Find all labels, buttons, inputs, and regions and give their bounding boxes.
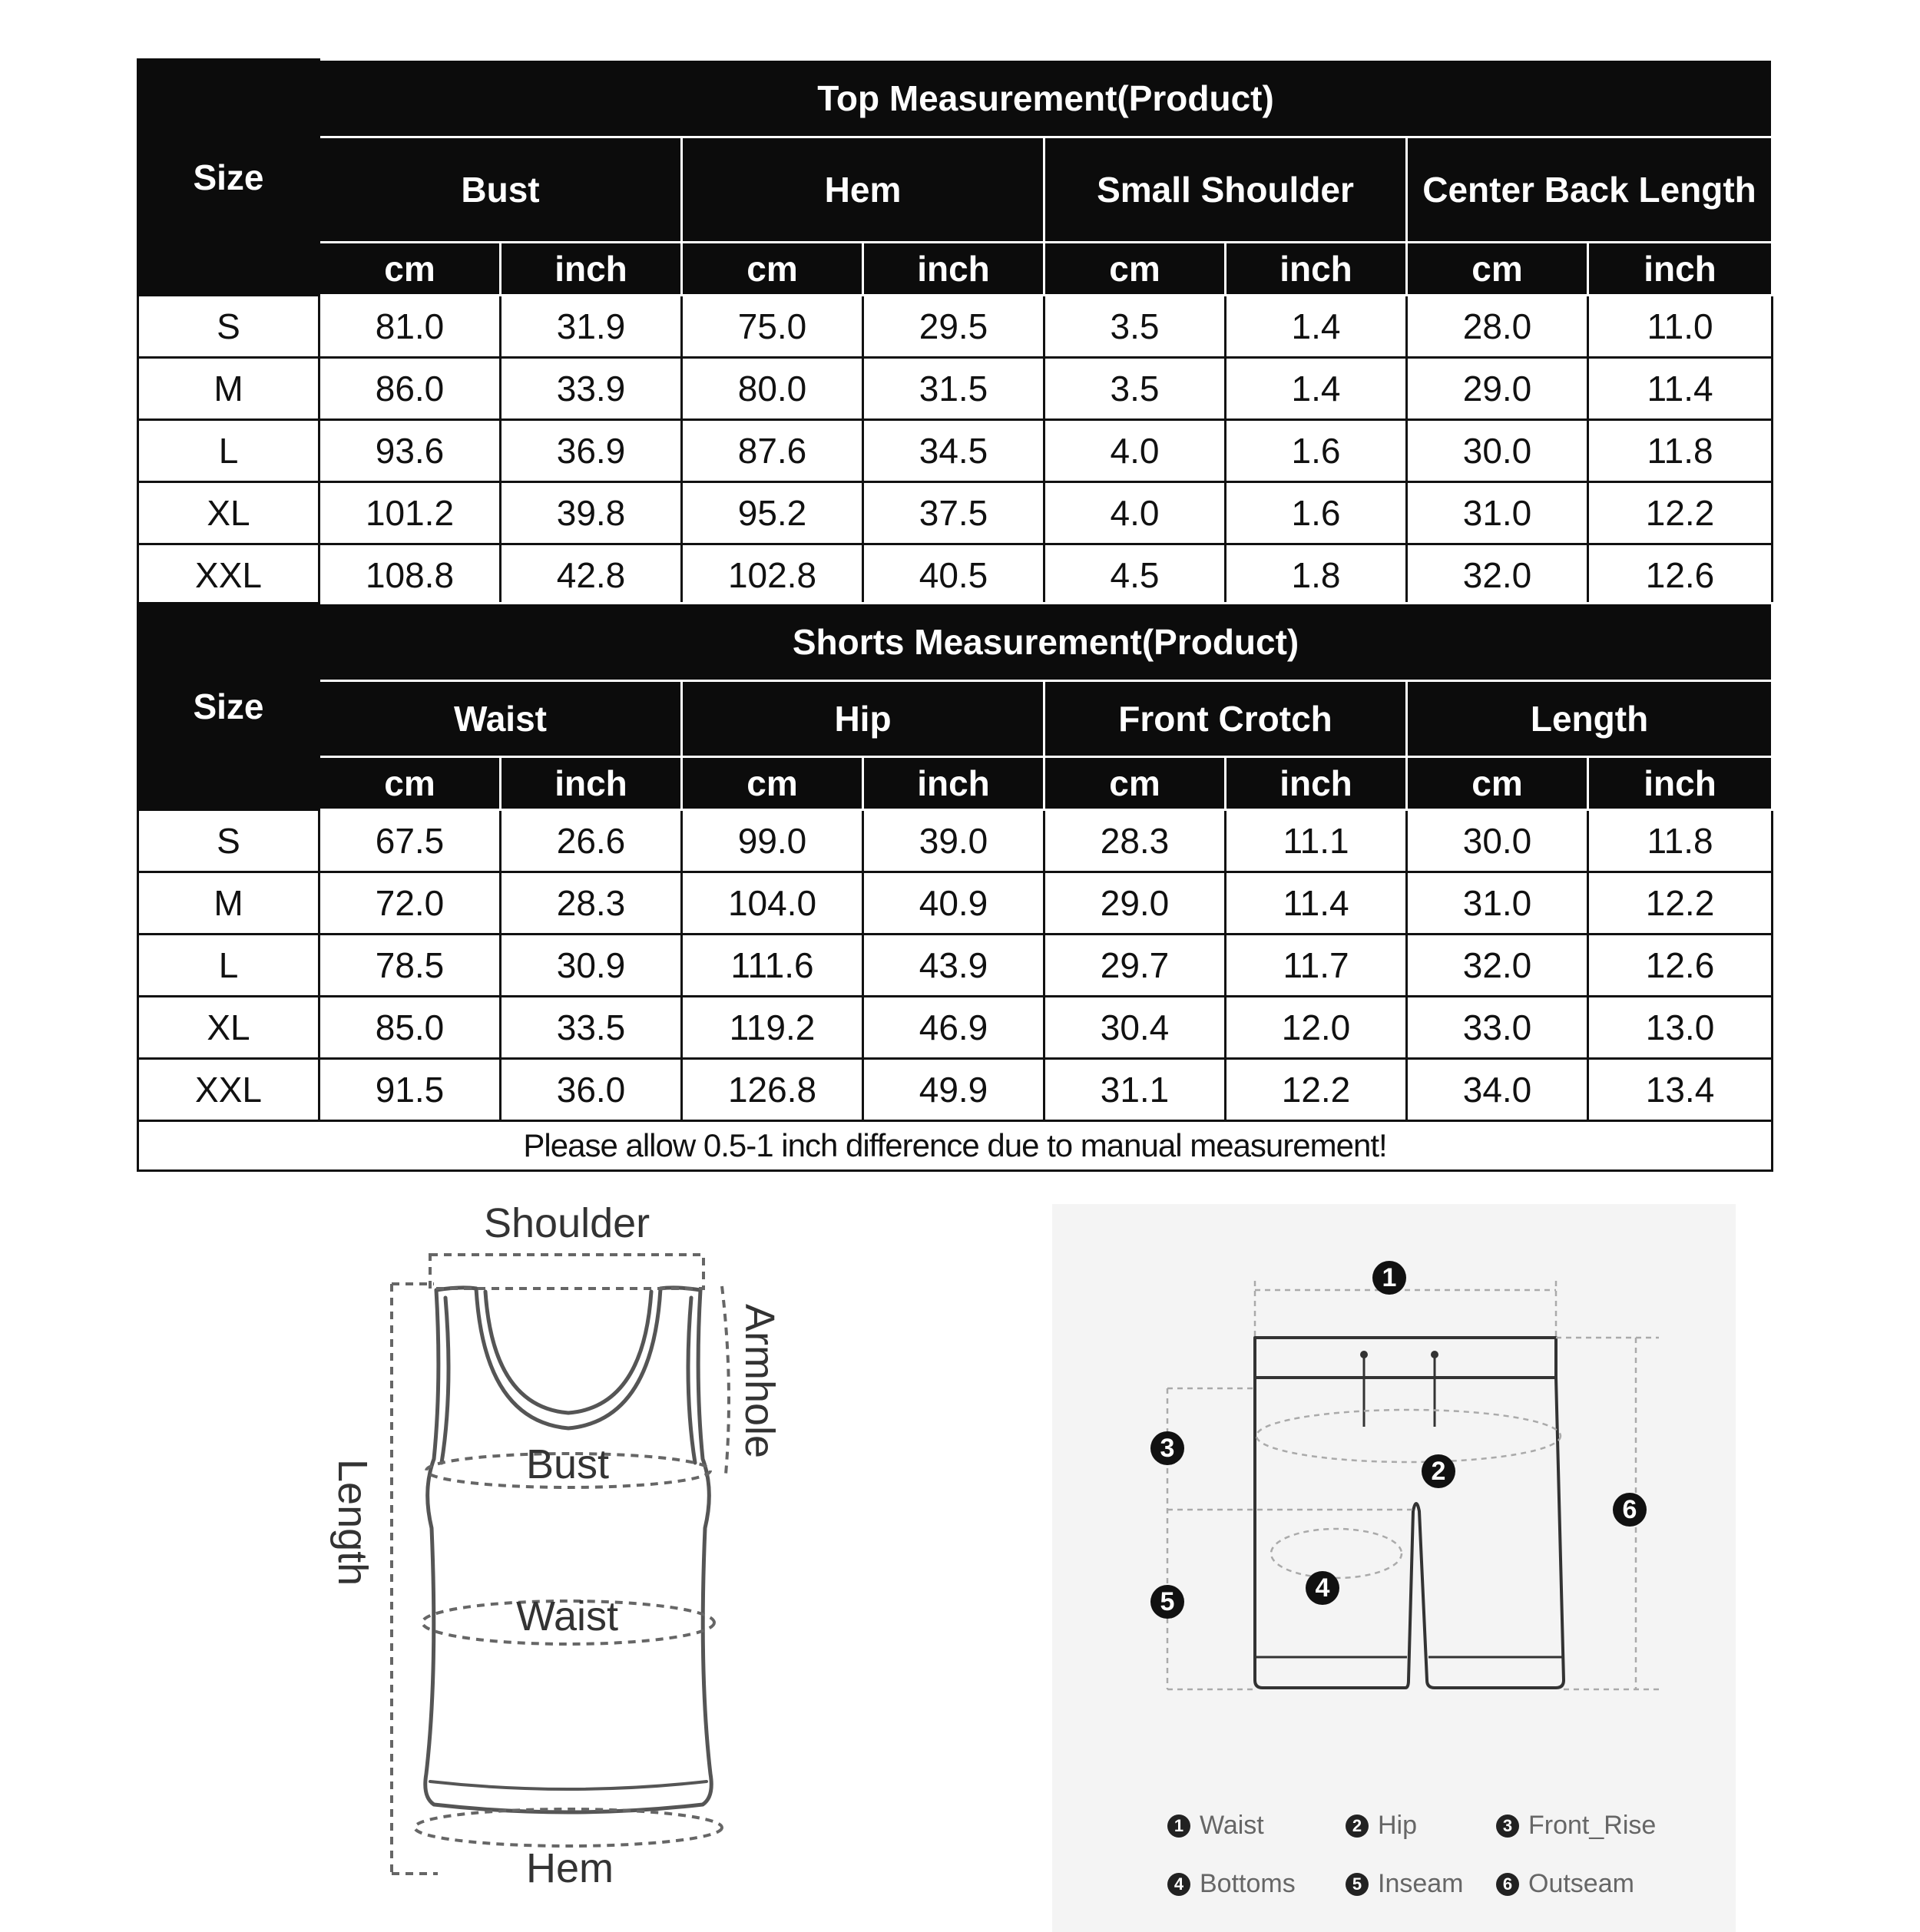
hip-badge: 2 — [1422, 1454, 1455, 1488]
value-cell: 99.0 — [682, 810, 863, 872]
value-cell: 1.4 — [1226, 296, 1407, 358]
legend-label: Outseam — [1528, 1869, 1634, 1898]
legend-item — [1167, 1811, 1264, 1841]
value-cell: 33.9 — [501, 358, 682, 420]
value-cell: 4.0 — [1044, 482, 1226, 544]
armhole-label: Armhole — [737, 1304, 783, 1459]
table-title: Shorts Measurement(Product) — [319, 604, 1773, 681]
value-cell: 32.0 — [1407, 935, 1588, 997]
legend-label: Bottoms — [1200, 1869, 1296, 1898]
value-cell: 108.8 — [319, 544, 501, 607]
unit-header: cm — [319, 757, 501, 810]
unit-header-row — [138, 243, 1773, 296]
unit-header: inch — [501, 757, 682, 810]
value-cell: 85.0 — [319, 997, 501, 1059]
shoulder-label: Shoulder — [484, 1200, 650, 1246]
unit-header: inch — [863, 243, 1044, 296]
value-cell: 13.4 — [1588, 1059, 1773, 1121]
value-cell: 29.0 — [1407, 358, 1588, 420]
unit-header: inch — [1588, 243, 1773, 296]
value-cell: 3.5 — [1044, 296, 1226, 358]
value-cell: 28.3 — [1044, 810, 1226, 872]
value-cell: 40.5 — [863, 544, 1044, 607]
value-cell: 29.7 — [1044, 935, 1226, 997]
value-cell: 49.9 — [863, 1059, 1044, 1121]
tank-top-measurement-diagram — [307, 1198, 814, 1889]
value-cell: 80.0 — [682, 358, 863, 420]
waist-label: Waist — [516, 1593, 618, 1639]
group-header: Waist — [319, 681, 682, 757]
legend-number: 5 — [1346, 1873, 1369, 1896]
value-cell: 26.6 — [501, 810, 682, 872]
value-cell: 12.2 — [1588, 872, 1773, 935]
size-cell: M — [138, 358, 319, 420]
legend-item — [1167, 1869, 1296, 1899]
value-cell: 12.2 — [1588, 482, 1773, 544]
tank-top-outline — [307, 1198, 814, 1889]
value-cell: 87.6 — [682, 420, 863, 482]
value-cell: 1.6 — [1226, 420, 1407, 482]
unit-header-row — [138, 757, 1773, 810]
group-header: Small Shoulder — [1044, 137, 1407, 243]
table-row — [138, 482, 1773, 544]
value-cell: 36.9 — [501, 420, 682, 482]
bottoms-badge: 4 — [1306, 1571, 1339, 1605]
value-cell: 11.4 — [1226, 872, 1407, 935]
size-cell: XXL — [138, 1059, 319, 1121]
value-cell: 30.0 — [1407, 420, 1588, 482]
value-cell: 11.8 — [1588, 420, 1773, 482]
value-cell: 39.0 — [863, 810, 1044, 872]
value-cell: 12.6 — [1588, 935, 1773, 997]
shorts-measurement-table — [137, 602, 1773, 1172]
value-cell: 11.8 — [1588, 810, 1773, 872]
inseam-badge: 5 — [1150, 1585, 1184, 1619]
legend-item — [1496, 1869, 1634, 1899]
value-cell: 12.0 — [1226, 997, 1407, 1059]
table-row — [138, 997, 1773, 1059]
value-cell: 31.5 — [863, 358, 1044, 420]
top-measurement-table — [137, 58, 1773, 607]
table-row — [138, 872, 1773, 935]
bust-label: Bust — [526, 1441, 610, 1487]
size-cell: L — [138, 935, 319, 997]
table-title: Top Measurement(Product) — [319, 60, 1773, 137]
table-row — [138, 1059, 1773, 1121]
outseam-badge: 6 — [1613, 1493, 1647, 1527]
size-cell: L — [138, 420, 319, 482]
unit-header: cm — [1044, 757, 1226, 810]
value-cell: 4.5 — [1044, 544, 1226, 607]
legend-label: Inseam — [1378, 1869, 1464, 1898]
value-cell: 30.9 — [501, 935, 682, 997]
size-cell: M — [138, 872, 319, 935]
unit-header: cm — [1407, 757, 1588, 810]
value-cell: 31.1 — [1044, 1059, 1226, 1121]
unit-header: cm — [682, 757, 863, 810]
value-cell: 12.6 — [1588, 544, 1773, 607]
value-cell: 29.5 — [863, 296, 1044, 358]
value-cell: 30.4 — [1044, 997, 1226, 1059]
table-row — [138, 358, 1773, 420]
value-cell: 86.0 — [319, 358, 501, 420]
shorts-measurement-diagram — [1052, 1204, 1736, 1932]
value-cell: 46.9 — [863, 997, 1044, 1059]
value-cell: 93.6 — [319, 420, 501, 482]
measurement-note: Please allow 0.5-1 inch difference due to manual measurement! — [138, 1121, 1773, 1171]
group-header: Front Crotch — [1044, 681, 1407, 757]
value-cell: 11.0 — [1588, 296, 1773, 358]
value-cell: 34.5 — [863, 420, 1044, 482]
size-cell: XL — [138, 482, 319, 544]
value-cell: 36.0 — [501, 1059, 682, 1121]
value-cell: 31.0 — [1407, 482, 1588, 544]
legend-item — [1496, 1811, 1656, 1841]
value-cell: 81.0 — [319, 296, 501, 358]
size-header: Size — [138, 60, 319, 296]
value-cell: 11.4 — [1588, 358, 1773, 420]
legend-item — [1346, 1811, 1417, 1841]
value-cell: 3.5 — [1044, 358, 1226, 420]
value-cell: 33.0 — [1407, 997, 1588, 1059]
legend-number: 2 — [1346, 1815, 1369, 1838]
value-cell: 34.0 — [1407, 1059, 1588, 1121]
unit-header: cm — [1044, 243, 1226, 296]
group-header-row — [138, 681, 1773, 757]
value-cell: 111.6 — [682, 935, 863, 997]
value-cell: 126.8 — [682, 1059, 863, 1121]
size-cell: S — [138, 296, 319, 358]
unit-header: inch — [1226, 757, 1407, 810]
value-cell: 75.0 — [682, 296, 863, 358]
unit-header: inch — [1588, 757, 1773, 810]
table-row — [138, 935, 1773, 997]
size-cell: XXL — [138, 544, 319, 607]
hem-label: Hem — [526, 1845, 614, 1891]
group-header-row — [138, 137, 1773, 243]
value-cell: 13.0 — [1588, 997, 1773, 1059]
value-cell: 32.0 — [1407, 544, 1588, 607]
value-cell: 12.2 — [1226, 1059, 1407, 1121]
legend-number: 6 — [1496, 1873, 1519, 1896]
value-cell: 37.5 — [863, 482, 1044, 544]
value-cell: 11.1 — [1226, 810, 1407, 872]
value-cell: 40.9 — [863, 872, 1044, 935]
size-cell: S — [138, 810, 319, 872]
unit-header: cm — [1407, 243, 1588, 296]
table-row — [138, 810, 1773, 872]
value-cell: 72.0 — [319, 872, 501, 935]
group-header: Center Back Length — [1407, 137, 1773, 243]
legend-number: 4 — [1167, 1873, 1190, 1896]
value-cell: 4.0 — [1044, 420, 1226, 482]
legend-label: Front_Rise — [1528, 1811, 1657, 1840]
value-cell: 1.6 — [1226, 482, 1407, 544]
value-cell: 31.9 — [501, 296, 682, 358]
value-cell: 102.8 — [682, 544, 863, 607]
legend-label: Hip — [1378, 1811, 1418, 1840]
legend-label: Waist — [1200, 1811, 1264, 1840]
value-cell: 91.5 — [319, 1059, 501, 1121]
unit-header: cm — [682, 243, 863, 296]
value-cell: 33.5 — [501, 997, 682, 1059]
group-header: Hip — [682, 681, 1044, 757]
legend-item — [1346, 1869, 1464, 1899]
unit-header: cm — [319, 243, 501, 296]
value-cell: 28.3 — [501, 872, 682, 935]
group-header: Hem — [682, 137, 1044, 243]
size-cell: XL — [138, 997, 319, 1059]
value-cell: 42.8 — [501, 544, 682, 607]
value-cell: 43.9 — [863, 935, 1044, 997]
table-row — [138, 544, 1773, 607]
group-header: Length — [1407, 681, 1773, 757]
value-cell: 1.4 — [1226, 358, 1407, 420]
note-row — [138, 1121, 1773, 1171]
table-row — [138, 296, 1773, 358]
group-header: Bust — [319, 137, 682, 243]
value-cell: 95.2 — [682, 482, 863, 544]
length-label: Length — [329, 1459, 376, 1586]
value-cell: 28.0 — [1407, 296, 1588, 358]
value-cell: 31.0 — [1407, 872, 1588, 935]
table-row — [138, 420, 1773, 482]
size-header: Size — [138, 604, 319, 810]
value-cell: 104.0 — [682, 872, 863, 935]
value-cell: 29.0 — [1044, 872, 1226, 935]
value-cell: 78.5 — [319, 935, 501, 997]
value-cell: 119.2 — [682, 997, 863, 1059]
value-cell: 101.2 — [319, 482, 501, 544]
unit-header: inch — [501, 243, 682, 296]
value-cell: 30.0 — [1407, 810, 1588, 872]
value-cell: 1.8 — [1226, 544, 1407, 607]
value-cell: 11.7 — [1226, 935, 1407, 997]
legend-number: 3 — [1496, 1815, 1519, 1838]
legend-number: 1 — [1167, 1815, 1190, 1838]
unit-header: inch — [1226, 243, 1407, 296]
unit-header: inch — [863, 757, 1044, 810]
value-cell: 39.8 — [501, 482, 682, 544]
waist-badge: 1 — [1372, 1261, 1406, 1295]
front-rise-badge: 3 — [1150, 1431, 1184, 1465]
value-cell: 67.5 — [319, 810, 501, 872]
